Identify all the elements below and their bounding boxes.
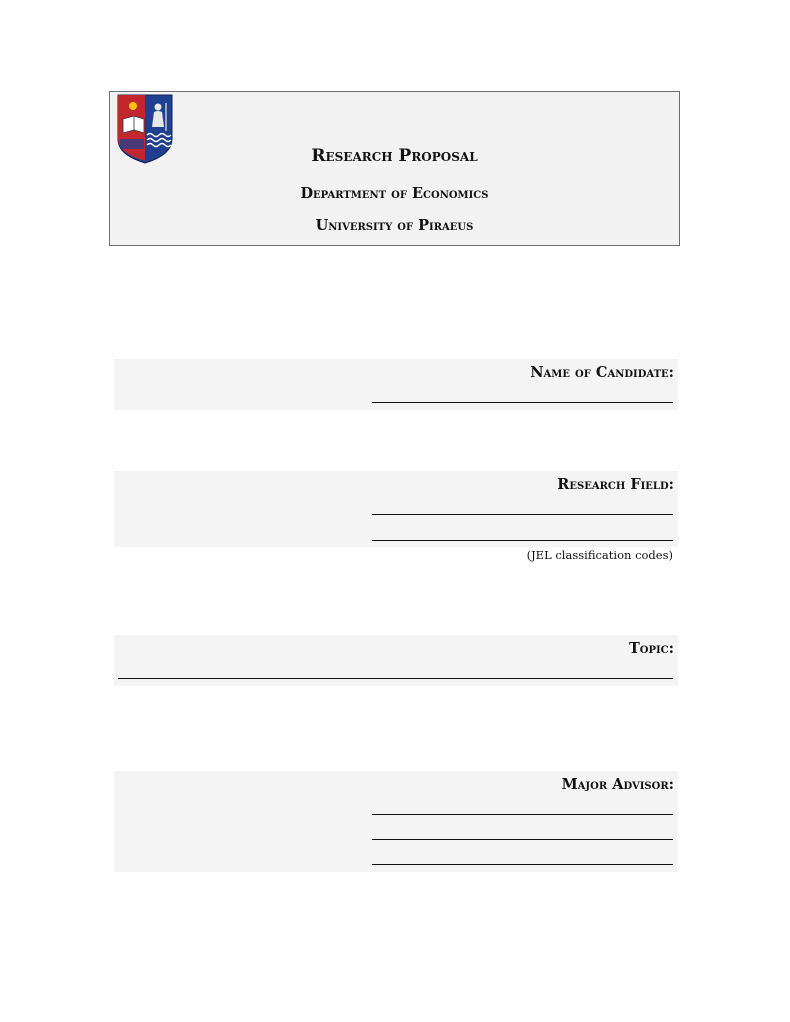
header-box	[109, 91, 680, 246]
research-field-section	[114, 471, 678, 547]
topic-label: Topic:	[628, 640, 674, 657]
candidate-label: Name of Candidate:	[530, 364, 674, 381]
jel-codes-note: (JEL classification codes)	[526, 548, 673, 562]
research-field-label: Research Field:	[557, 476, 674, 493]
candidate-name-line[interactable]	[372, 402, 673, 403]
topic-section	[114, 635, 678, 686]
university-name: University of Piraeus	[315, 217, 474, 234]
department-name: Department of Economics	[300, 185, 489, 202]
research-field-line-1[interactable]	[372, 514, 673, 515]
advisor-line-3[interactable]	[372, 864, 673, 865]
advisor-label: Major Advisor:	[561, 776, 674, 793]
candidate-section	[114, 359, 678, 410]
document-title: Research Proposal	[311, 146, 478, 166]
advisor-line-2[interactable]	[372, 839, 673, 840]
advisor-line-1[interactable]	[372, 814, 673, 815]
advisor-section	[114, 771, 678, 872]
research-field-line-2[interactable]	[372, 540, 673, 541]
topic-line[interactable]	[118, 678, 673, 679]
